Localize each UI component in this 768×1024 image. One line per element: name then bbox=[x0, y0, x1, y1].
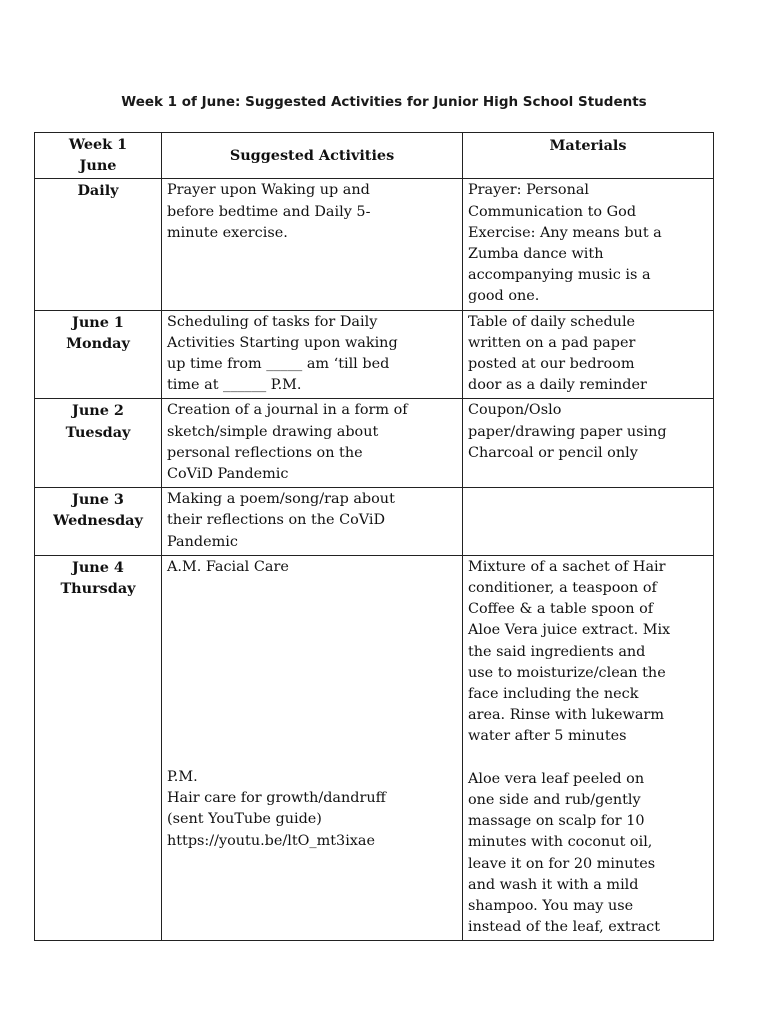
materials-cell: Prayer: Personal Communication to God Exercise: Any means but a Zumba dance with accompanying music is a good one. bbox=[463, 179, 714, 310]
materials-cell: Coupon/Oslo paper/drawing paper using Charcoal or pencil only bbox=[463, 399, 714, 488]
activity-cell: Prayer upon Waking up and before bedtime and Daily 5- minute exercise. bbox=[162, 179, 463, 310]
activity-am: A.M. Facial Care bbox=[167, 558, 289, 575]
materials-cell bbox=[463, 555, 714, 940]
header-week: Week 1 June bbox=[35, 133, 162, 179]
activity-pm: P.M. Hair care for growth/dandruff (sent YouTube guide) https://youtu.be/ltO_mt3ixae bbox=[167, 769, 386, 849]
table-header-row bbox=[35, 133, 714, 179]
materials-cell: Table of daily schedule written on a pad paper posted at our bedroom door as a daily reminder bbox=[463, 310, 714, 399]
materials-cell bbox=[463, 488, 714, 556]
activity-cell: Creation of a journal in a form of sketch/simple drawing about personal reflections on the CoViD Pandemic bbox=[162, 399, 463, 488]
activity-cell: Scheduling of tasks for Daily Activities Starting upon waking up time from _____ am ‘till bed time at ______ P.M. bbox=[162, 310, 463, 399]
day-cell: June 2 Tuesday bbox=[35, 399, 162, 488]
activity-cell: Making a poem/song/rap about their reflections on the CoViD Pandemic bbox=[162, 488, 463, 556]
table-row bbox=[35, 399, 714, 488]
day-cell: June 3 Wednesday bbox=[35, 488, 162, 556]
materials-am: Mixture of a sachet of Hair conditioner, a teaspoon of Coffee & a table spoon of Aloe Vera juice extract. Mix the said ingredients and use to moisturize/clean the face including the neck area. Rinse with lukewarm water after 5 minutes bbox=[468, 558, 671, 745]
day-cell: June 4 Thursday bbox=[35, 555, 162, 940]
table-row bbox=[35, 179, 714, 310]
page-title: Week 1 of June: Suggested Activities for Junior High School Students bbox=[121, 94, 647, 110]
table-row bbox=[35, 555, 714, 940]
table-row bbox=[35, 310, 714, 399]
table-row bbox=[35, 488, 714, 556]
materials-pm: Aloe vera leaf peeled on one side and rub/gently massage on scalp for 10 minutes with coconut oil, leave it on for 20 minutes and wash it with a mild shampoo. You may use instead of the leaf, extract bbox=[468, 770, 661, 936]
day-cell: June 1 Monday bbox=[35, 310, 162, 399]
day-cell: Daily bbox=[35, 179, 162, 310]
activity-cell bbox=[162, 555, 463, 940]
header-activities: Suggested Activities bbox=[162, 133, 463, 179]
activities-table bbox=[34, 132, 714, 941]
header-materials: Materials bbox=[463, 133, 714, 179]
